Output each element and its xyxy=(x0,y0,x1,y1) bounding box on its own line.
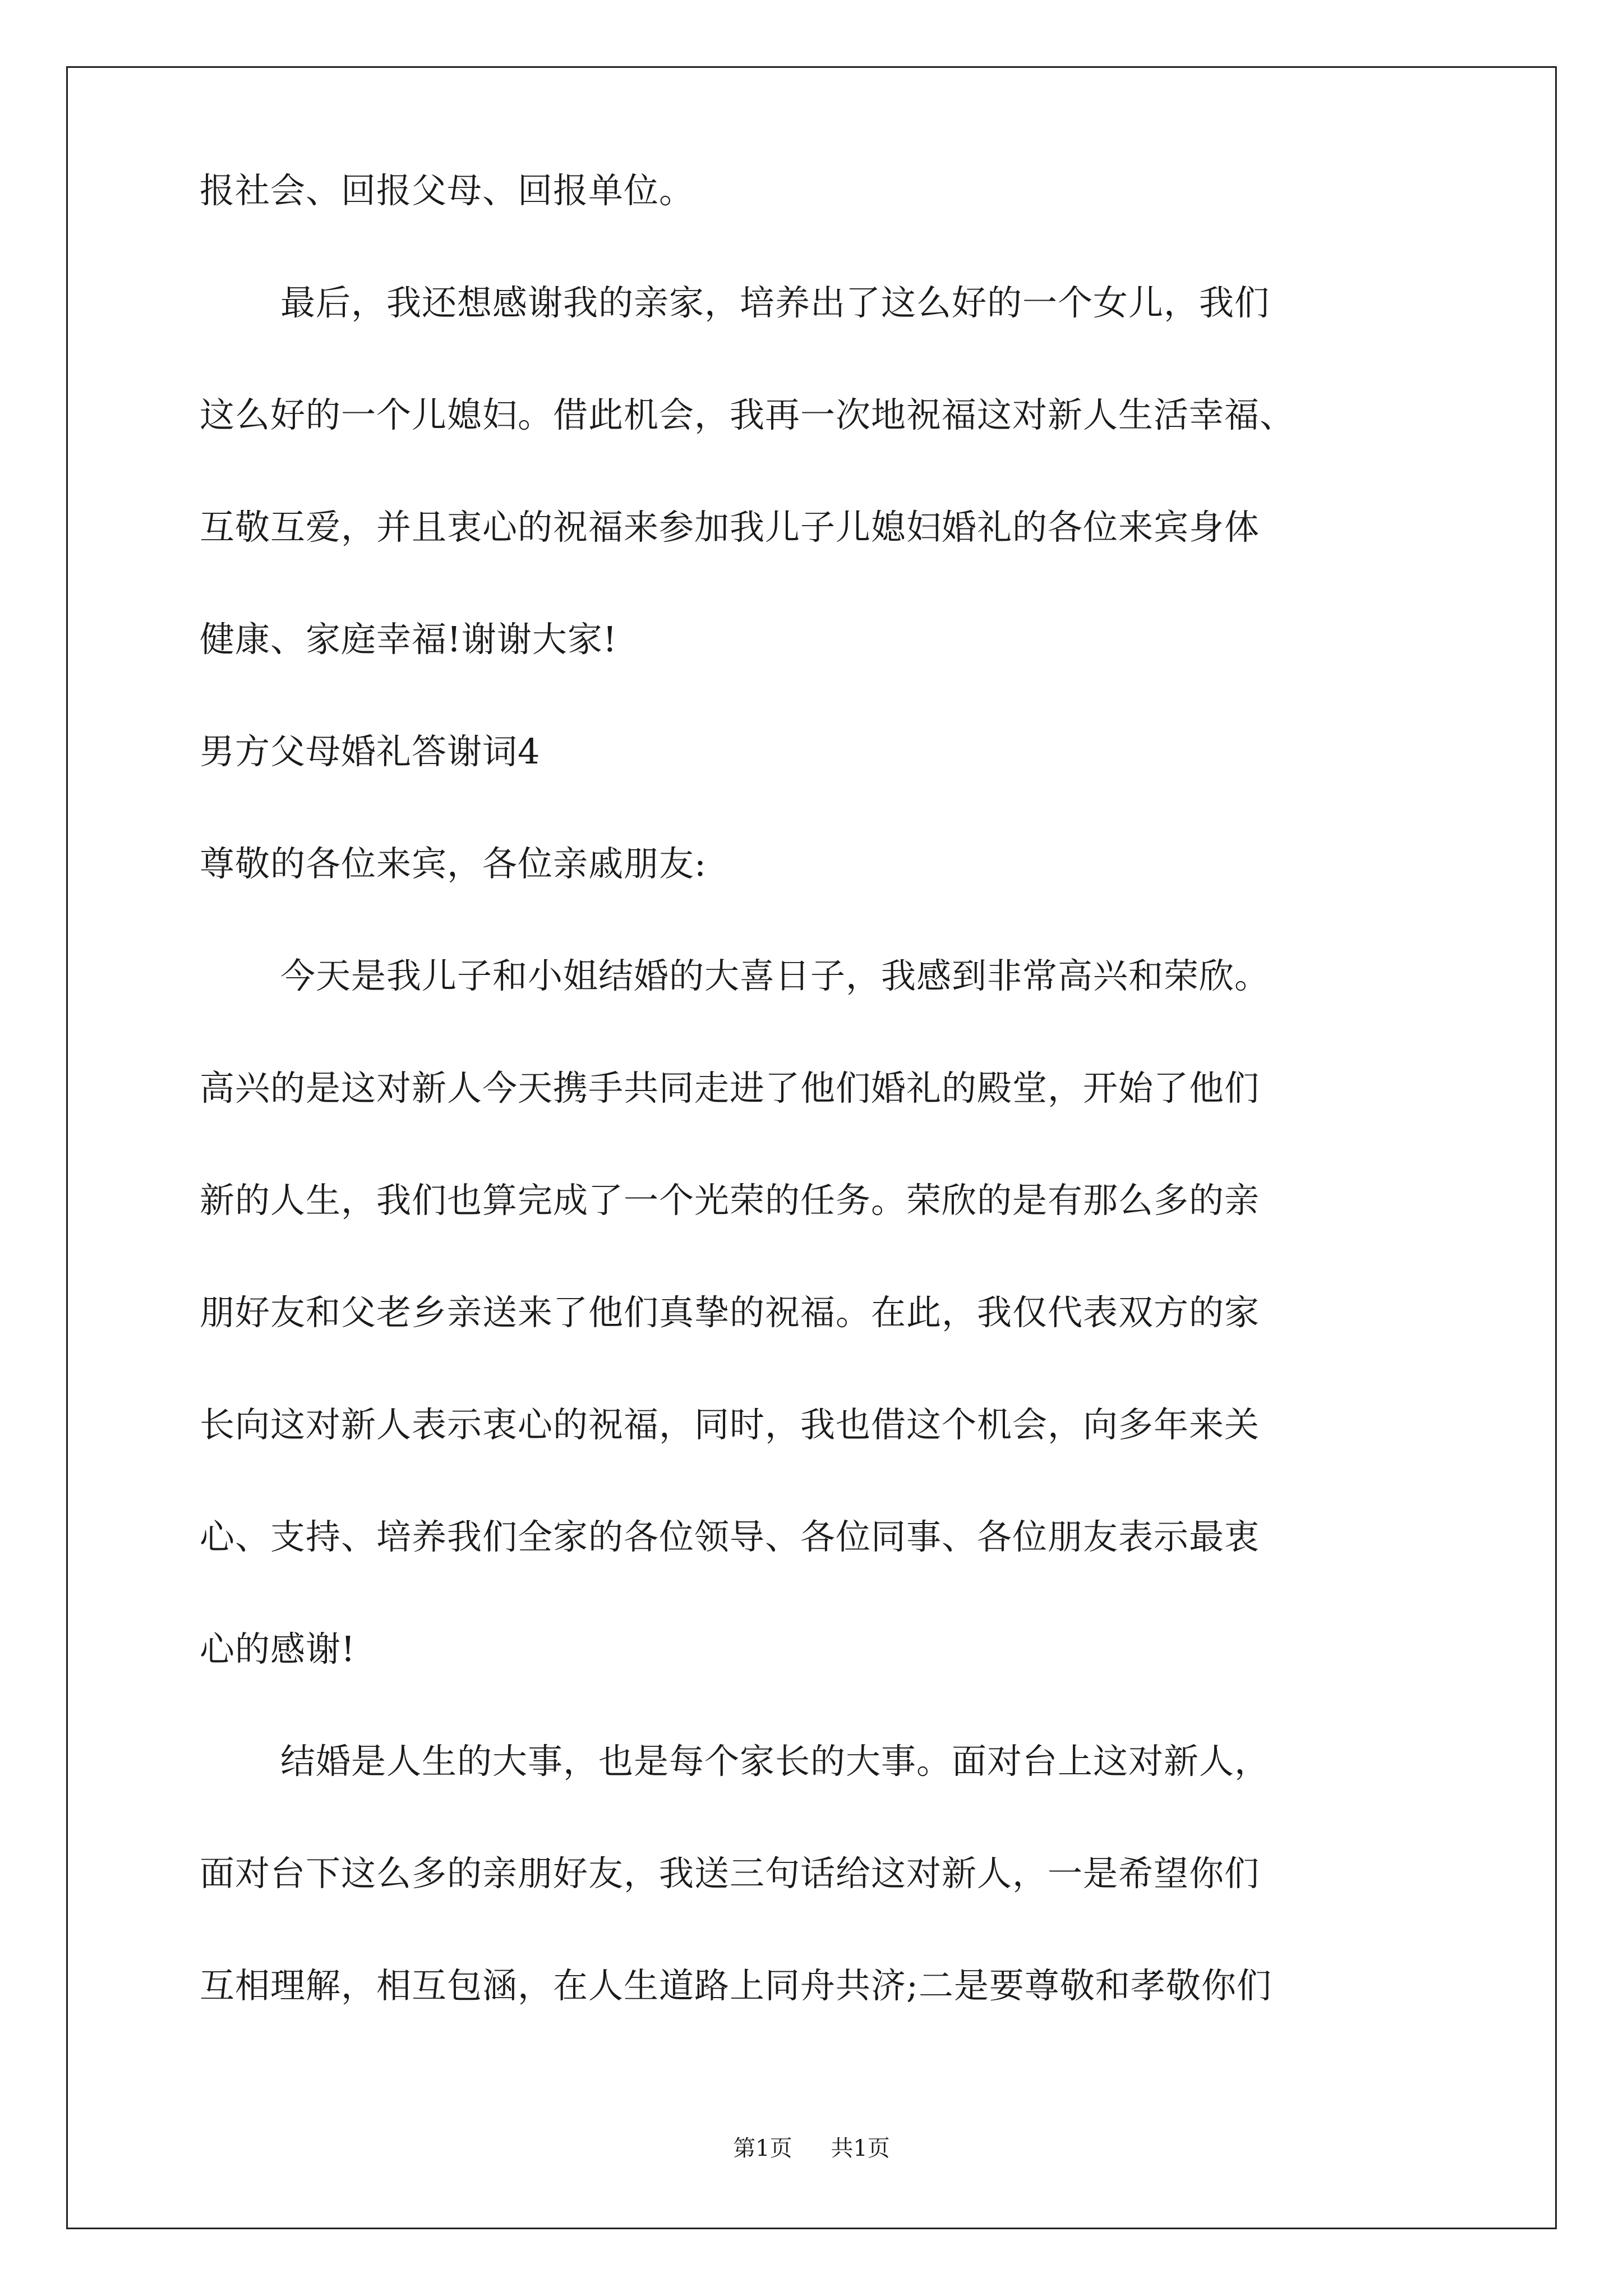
text-line: 新的人生，我们也算完成了一个光荣的任务。荣欣的是有那么多的亲 xyxy=(200,1180,1260,1221)
text-line: 今天是我儿子和小姐结婚的大喜日子，我感到非常高兴和荣欣。 xyxy=(280,955,1270,996)
page-number: 第1页 xyxy=(733,2136,792,2161)
page-footer xyxy=(0,2132,1623,2165)
section-heading: 男方父母婚礼答谢词4 xyxy=(200,731,541,772)
text-line: 长向这对新人表示衷心的祝福，同时，我也借这个机会，向多年来关 xyxy=(200,1404,1260,1445)
text-line: 心的感谢! xyxy=(200,1628,356,1669)
text-line: 报社会、回报父母、回报单位。 xyxy=(200,170,695,211)
salutation: 尊敬的各位来宾，各位亲戚朋友: xyxy=(200,843,707,884)
total-pages: 共1页 xyxy=(831,2136,890,2161)
text-line: 这么好的一个儿媳妇。借此机会，我再一次地祝福这对新人生活幸福、 xyxy=(200,394,1295,435)
text-line: 结婚是人生的大事，也是每个家长的大事。面对台上这对新人， xyxy=(280,1741,1270,1782)
page-border xyxy=(66,66,1557,2229)
text-line: 面对台下这么多的亲朋好友，我送三句话给这对新人，一是希望你们 xyxy=(200,1853,1260,1894)
text-line: 心、支持、培养我们全家的各位领导、各位同事、各位朋友表示最衷 xyxy=(200,1516,1260,1557)
text-line: 互敬互爱，并且衷心的祝福来参加我儿子儿媳妇婚礼的各位来宾身体 xyxy=(200,507,1260,547)
text-line: 朋好友和父老乡亲送来了他们真挚的祝福。在此，我仅代表双方的家 xyxy=(200,1292,1260,1333)
text-line: 最后，我还想感谢我的亲家，培养出了这么好的一个女儿，我们 xyxy=(280,282,1270,323)
text-line: 健康、家庭幸福!谢谢大家! xyxy=(200,619,617,660)
text-line: 高兴的是这对新人今天携手共同走进了他们婚礼的殿堂，开始了他们 xyxy=(200,1068,1260,1108)
text-line: 互相理解，相互包涵，在人生道路上同舟共济;二是要尊敬和孝敬你们 xyxy=(200,1965,1272,2006)
